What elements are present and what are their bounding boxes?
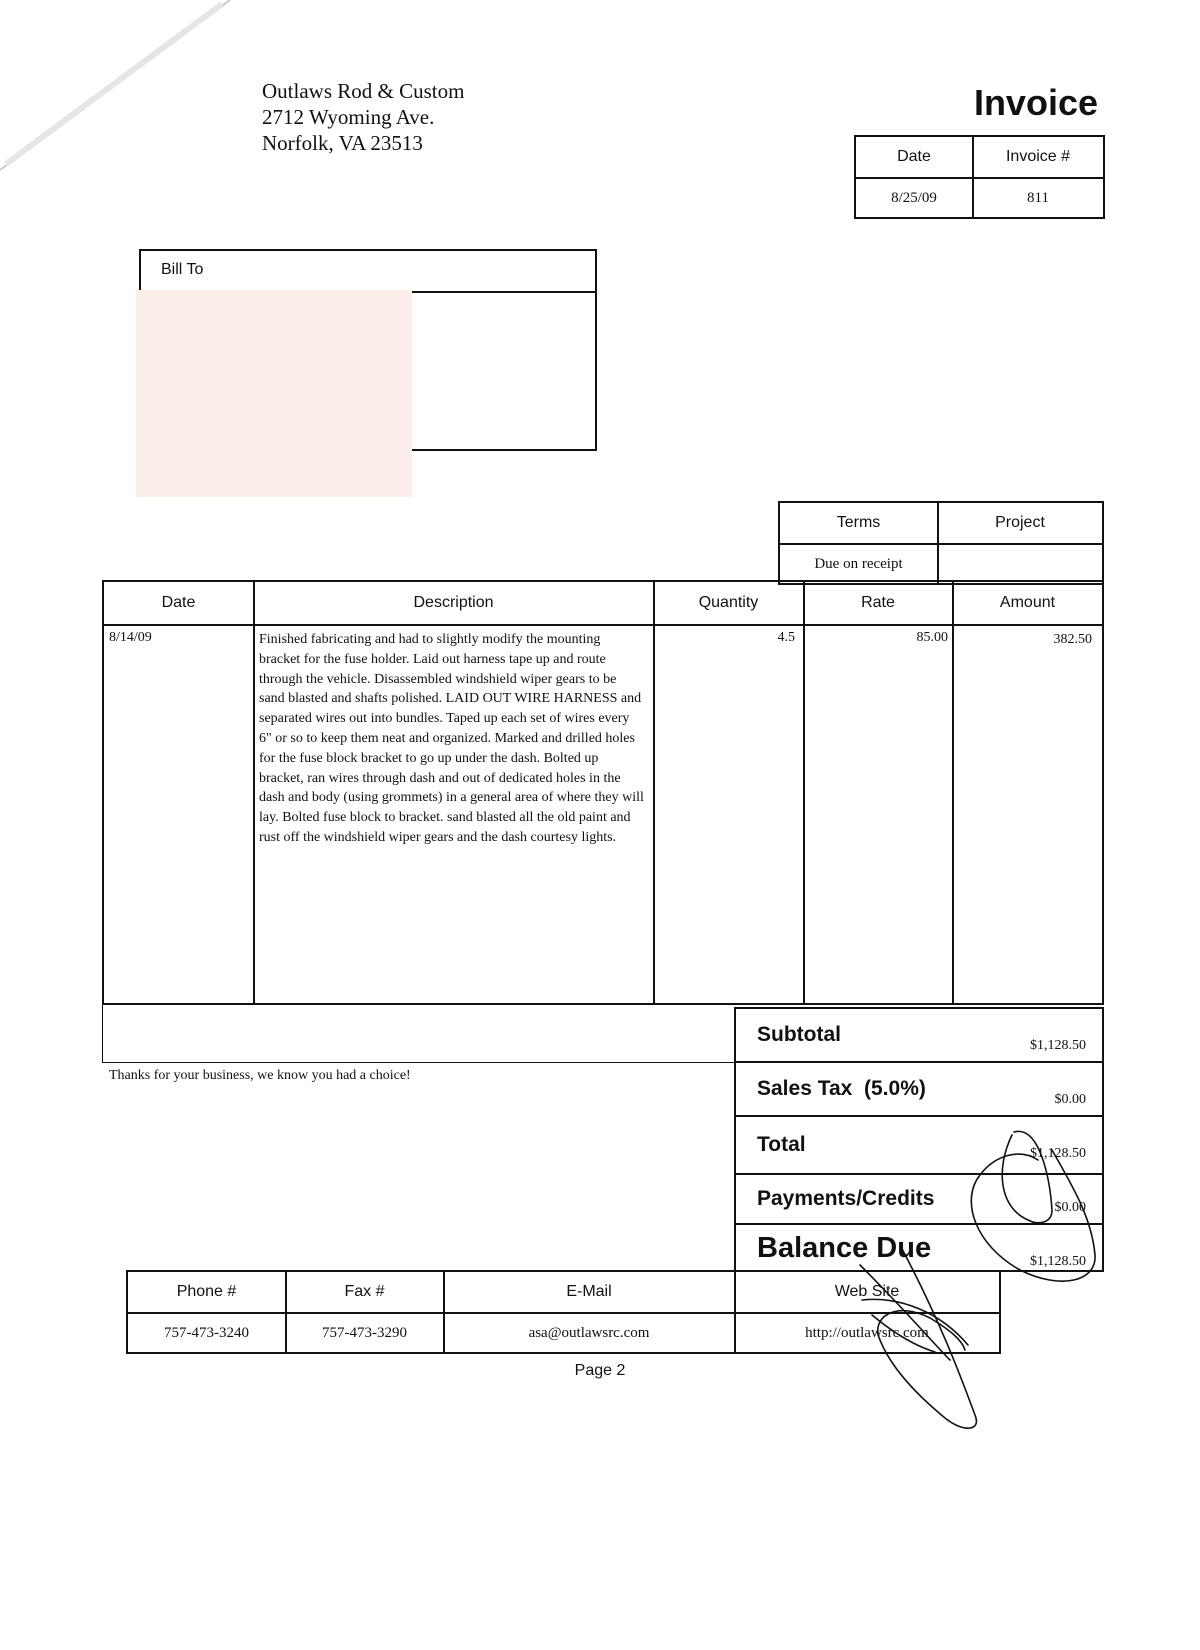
thanks-note: Thanks for your business, we know you had a choice!	[109, 1068, 411, 1083]
row-quantity: 4.5	[777, 630, 795, 645]
payments-value: $0.00	[1054, 1200, 1086, 1215]
bill-to-label: Bill To	[161, 261, 204, 278]
project-label: Project	[995, 514, 1045, 531]
terms-value: Due on receipt	[814, 555, 903, 572]
company-street: 2712 Wyoming Ave.	[262, 105, 435, 129]
payments-label: Payments/Credits	[757, 1187, 935, 1210]
balance-due-label: Balance Due	[757, 1232, 932, 1264]
document-title: Invoice	[973, 82, 1098, 123]
total-value: $1,128.50	[1030, 1146, 1086, 1161]
column-header-amount: Amount	[999, 594, 1056, 611]
phone-value: 757-473-3240	[164, 1324, 249, 1341]
header-invoice-value: 811	[1027, 189, 1049, 206]
column-header-description: Description	[413, 594, 494, 611]
row-rate: 85.00	[916, 630, 948, 645]
email-label: E-Mail	[566, 1283, 612, 1300]
total-label: Total	[757, 1133, 806, 1156]
terms-label: Terms	[836, 514, 881, 531]
column-header-quantity: Quantity	[698, 594, 759, 611]
row-amount: 382.50	[1053, 632, 1092, 647]
sales-tax-label: Sales Tax (5.0%)	[757, 1077, 926, 1100]
row-description: Finished fabricating and had to slightly modify the mounting bracket for the fuse holder. Laid out harness tape up and route through the vehicle. Disassembled windshield wiper gears to be sand blasted and shafts polished. LAID OUT WIRE HARNESS and separated wires out into bundles. Taped up each set of wires every 6" or so to keep them neat and organized. Marked and drilled holes for the fuse block bracket to go up under the dash. Bolted up bracket, ran wires through dash and out of dedicated holes in the dash and body (using grommets) in a general area of where they will lay. Bolted fuse block to bracket. sand blasted all the old paint and rust off the windshield wiper gears and the dash courtesy lights.	[259, 632, 644, 845]
header-invoice-label: Invoice #	[1005, 148, 1071, 165]
company-name: Outlaws Rod & Custom	[262, 79, 465, 103]
subtotal-label: Subtotal	[757, 1023, 841, 1046]
header-date-value: 8/25/09	[891, 189, 937, 206]
balance-due-value: $1,128.50	[1030, 1254, 1086, 1269]
fax-label: Fax #	[344, 1283, 385, 1300]
subtotal-value: $1,128.50	[1030, 1038, 1086, 1053]
email-value: asa@outlawsrc.com	[528, 1324, 650, 1341]
website-value: http://outlawsrc.com	[805, 1324, 929, 1341]
header-date-label: Date	[897, 148, 931, 165]
page-number: Page 2	[574, 1362, 626, 1379]
company-city: Norfolk, VA 23513	[262, 131, 423, 155]
sales-tax-value: $0.00	[1054, 1092, 1086, 1107]
row-date: 8/14/09	[109, 630, 152, 645]
column-header-rate: Rate	[861, 594, 895, 611]
phone-label: Phone #	[176, 1283, 237, 1300]
column-header-date: Date	[161, 594, 196, 611]
website-label: Web Site	[834, 1283, 900, 1300]
fax-value: 757-473-3290	[322, 1324, 407, 1341]
